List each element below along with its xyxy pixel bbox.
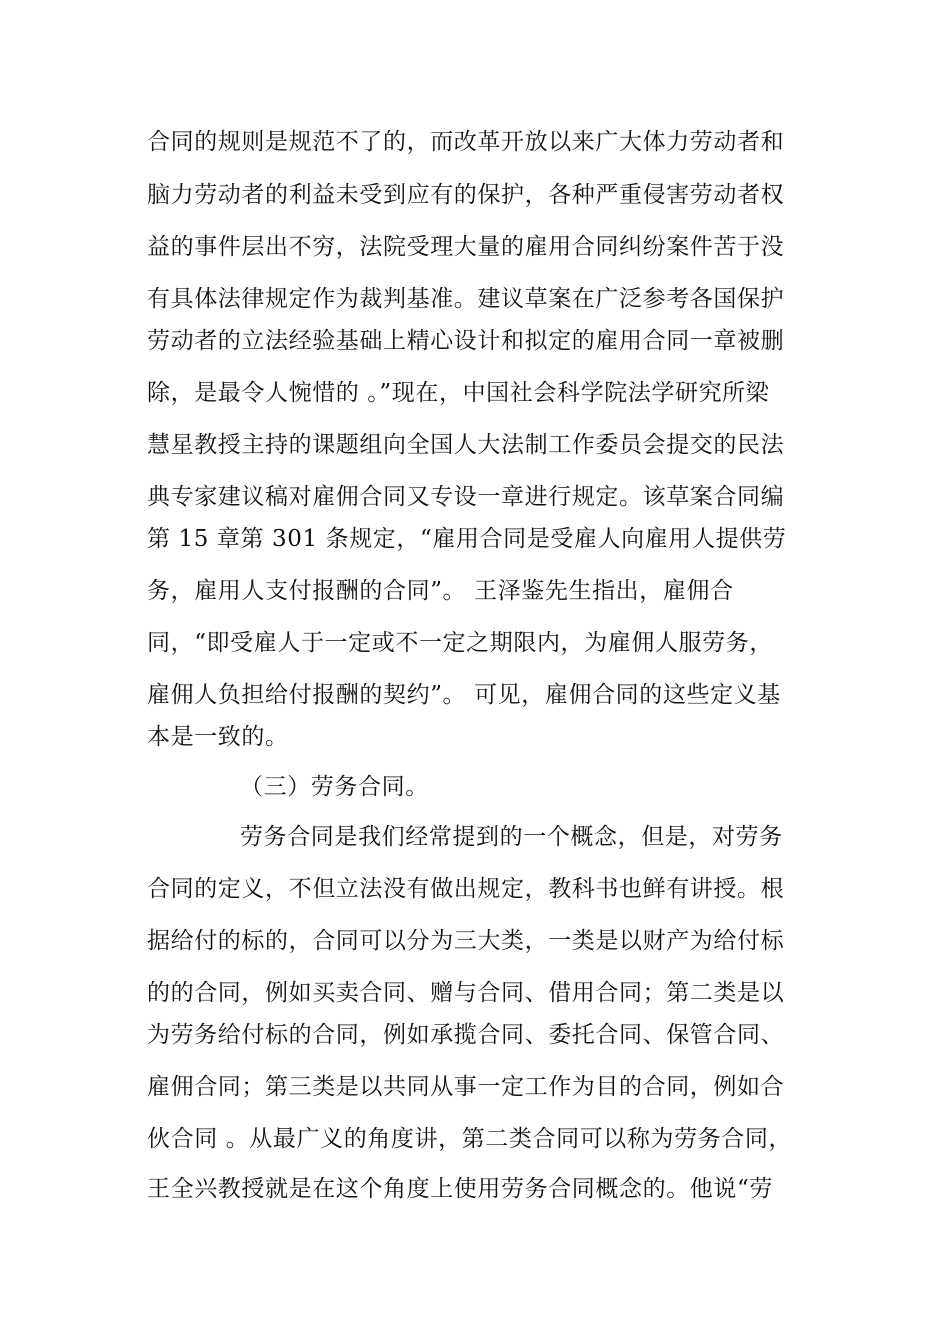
text-line: 益的事件层出不穷，法院受理大量的雇用合同纠纷案件苦于没: [147, 234, 785, 260]
text-line: 为劳务给付标的合同，例如承揽合同、委托合同、保管合同、: [147, 1022, 785, 1048]
text-line: 劳动者的立法经验基础上精心设计和拟定的雇用合同一章被删: [147, 328, 785, 354]
text-line: 据给付的标的，合同可以分为三大类，一类是以财产为给付标: [147, 928, 785, 954]
text-line: 合同的规则是规范不了的，而改革开放以来广大体力劳动者和: [147, 129, 785, 155]
text-line: 脑力劳动者的利益未受到应有的保护，各种严重侵害劳动者权: [147, 182, 785, 208]
paragraph-first-line: 劳务合同是我们经常提到的一个概念，但是，对劳务: [240, 824, 783, 850]
text-line: 合同的定义，不但立法没有做出规定，教科书也鲜有讲授。根: [147, 876, 785, 902]
text-line: 典专家建议稿对雇佣合同又专设一章进行规定。该草案合同编: [147, 484, 785, 510]
section-heading: （三）劳务合同。: [240, 774, 429, 800]
text-line: 有具体法律规定作为裁判基准。建议草案在广泛参考各国保护: [147, 286, 785, 312]
text-line: 务，雇用人支付报酬的合同”。 王泽鉴先生指出，雇佣合: [147, 578, 734, 604]
text-line: 伙合同 。从最广义的角度讲，第二类合同可以称为劳务合同，: [147, 1126, 793, 1152]
text-line: 雇佣合同；第三类是以共同从事一定工作为目的合同，例如合: [147, 1074, 785, 1100]
text-line: 本是一致的。: [147, 724, 289, 750]
text-line: 的的合同，例如买卖合同、赠与合同、借用合同；第二类是以: [147, 980, 785, 1006]
text-line: 慧星教授主持的课题组向全国人大法制工作委员会提交的民法: [147, 432, 785, 458]
text-line: 王全兴教授就是在这个角度上使用劳务合同概念的。他说“劳: [147, 1176, 773, 1202]
text-line: 除，是最令人惋惜的 。”现在，中国社会科学院法学研究所梁: [147, 380, 770, 406]
text-line: 雇佣人负担给付报酬的契约”。 可见，雇佣合同的这些定义基: [147, 682, 781, 708]
text-line: 第 15 章第 301 条规定，“雇用合同是受雇人向雇用人提供劳: [147, 526, 787, 552]
text-line: 同，“即受雇人于一定或不一定之期限内，为雇佣人服劳务，: [147, 630, 773, 656]
